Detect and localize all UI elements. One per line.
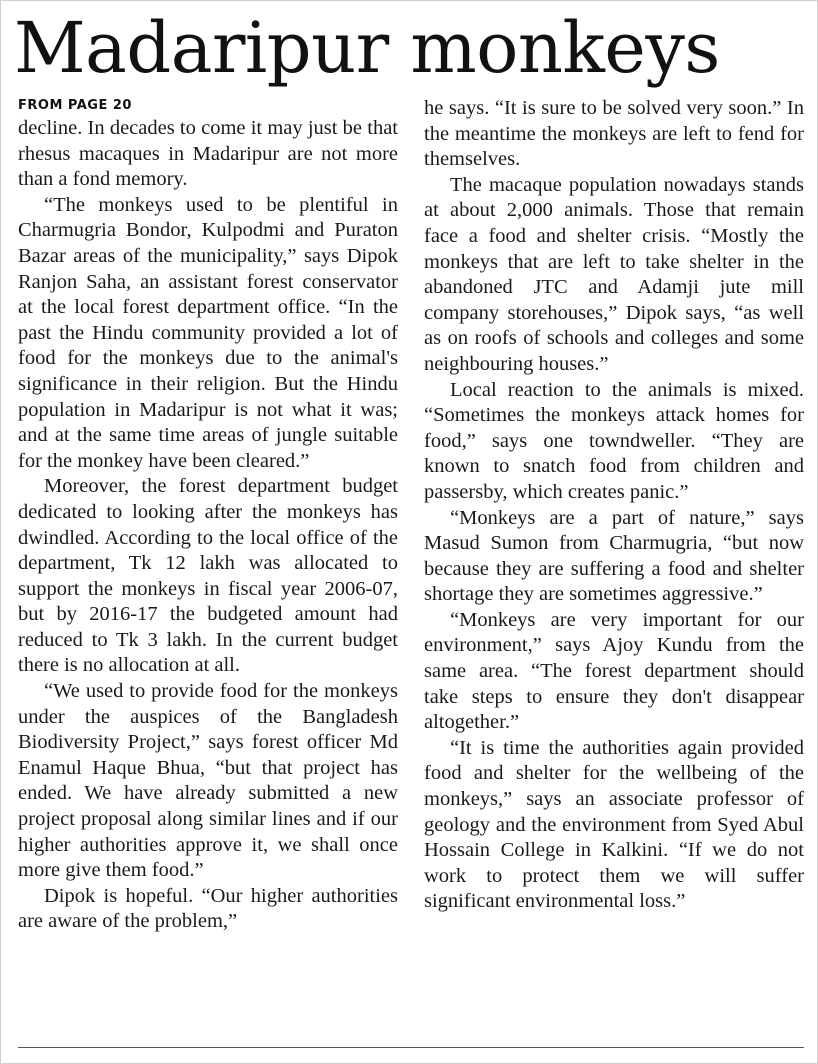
bottom-rule [18,1047,804,1048]
paragraph: “We used to provide food for the monkeys under the auspices of the Bangladesh Biodiversity Project,” says forest officer Md Enamul Haque Bhua, “but that project has ended. We have already submitted a new project proposal along similar lines and if our higher authorities approve it, we shall once more give them food.” [18,680,398,882]
paragraph: “The monkeys used to be plentiful in Charmugria Bondor, Kulpodmi and Puraton Bazar areas of the municipality,” says Dipok Ranjon Saha, an assistant forest conservator at the local forest department office. “In the past the Hindu community provided a lot of food for the monkeys due to the animal's significance in their religion. But the Hindu population in Madaripur is not what it was; and at the same time areas of jungle suitable for the monkey have been cleared.” [18,193,398,472]
paragraph: Moreover, the forest department budget dedicated to looking after the monkeys has dwindled. According to the local office of the department, Tk 12 lakh was allocated to support the monkeys in fiscal year 2006-07, but by 2016-17 the budgeted amount had reduced to Tk 3 lakh. In the current budget there is no allocation at all. [18,475,398,677]
headline: Madaripur monkeys [14,7,720,89]
paragraph: he says. “It is sure to be solved very soon.” In the meantime the monkeys are left to fend for themselves. [424,97,804,171]
column-left [18,96,398,1036]
paragraph: Dipok is hopeful. “Our higher authorities are aware of the problem,” [18,884,398,933]
paragraph: The macaque population nowadays stands at about 2,000 animals. Those that remain face a food and shelter crisis. “Mostly the monkeys that are left to take shelter in the abandoned JTC and Adamji jute mill company storehouses,” Dipok says, “as well as on roofs of schools and colleges and some neighbouring houses.” [424,173,804,375]
column-right [424,96,804,1036]
paragraph: decline. In decades to come it may just be that rhesus macaques in Madaripur are not more than a fond memory. [18,117,398,191]
paragraph: “Monkeys are very important for our environment,” says Ajoy Kundu from the same area. “The forest department should take steps to ensure they don't disappear altogether.” [424,608,804,734]
continuation-kicker: FROM PAGE 20 [18,98,132,113]
paragraph: Local reaction to the animals is mixed. “Sometimes the monkeys attack homes for food,” says one towndweller. “They are known to snatch food from children and passersby, which creates panic.” [424,378,804,503]
article-body [18,96,804,1036]
paragraph: “It is time the authorities again provided food and shelter for the wellbeing of the monkeys,” says an associate professor of geology and the environment from Syed Abul Hossain College in Kalkini. “If we do not work to protect them we will suffer significant environmental loss.” [424,736,804,913]
paragraph: “Monkeys are a part of nature,” says Masud Sumon from Charmugria, “but now because they are suffering a food and shelter shortage they are sometimes aggressive.” [424,506,804,606]
